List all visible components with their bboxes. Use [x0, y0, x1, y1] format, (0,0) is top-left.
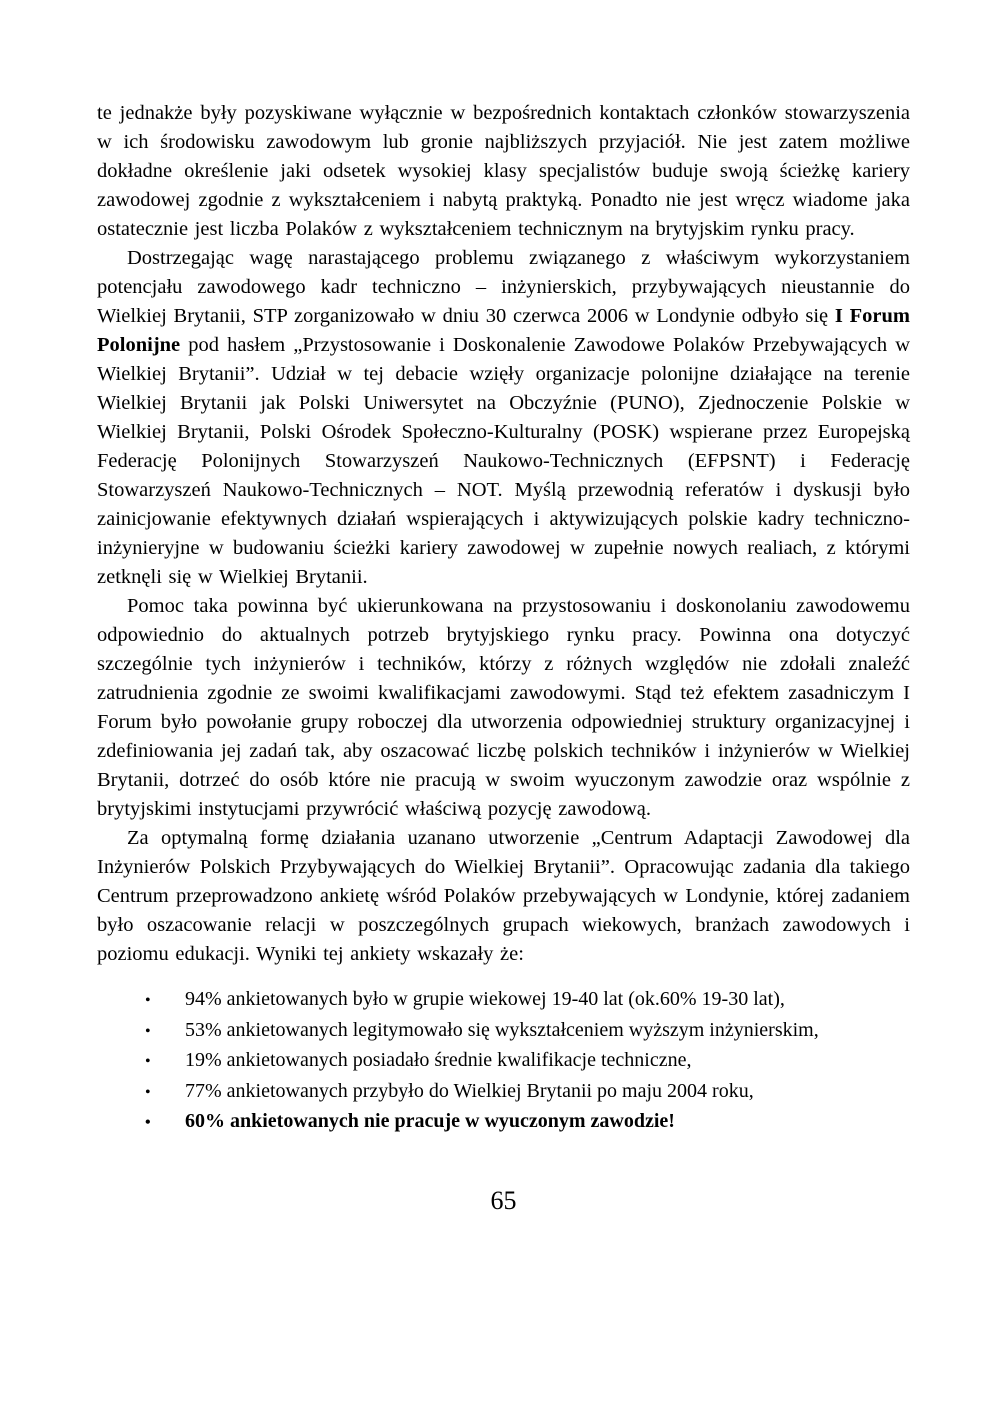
paragraph-4: Za optymalną formę działania uzanano utworzenie „Centrum Adaptacji Zawodowej dla Inżynierów Polskich Przybywających do Wielkiej Brytanii”. Opracowując zadania dla takiego Centrum przeprowadzono ankietę wśród Polaków przebywających w Londynie, której zadaniem było oszacowanie relacji w poszczególnych grupach wiekowych, branżach zawodowych i poziomu edukacji. Wyniki tej ankiety wskazały że:: [97, 827, 910, 965]
bullet-icon: •: [145, 1022, 151, 1040]
paragraph-3: Pomoc taka powinna być ukierunkowana na przystosowaniu i doskonolaniu zawodowemu odpowiednio do aktualnych potrzeb brytyjskiego rynku pracy. Powinna ona dotyczyć szczególnie tych inżynierów i techników, którzy z różnych względów nie zdołali znaleźć zatrudnienia zgodnie ze swoimi kwalifikacjami zawodowymi. Stąd też efektem zasadniczym I Forum było powołanie grupy roboczej dla utworzenia odpowiedniej struktury organizacyjnej i zdefiniowania jej zadań tak, aby oszacować liczbę polskich techników i inżynierów w Wielkiej Brytanii, dotrzeć do osób które nie pracują w swoim wyuczonym zawodzie oraz wspólnie z brytyjskimi instytucjami przywrócić właściwą pozycję zawodową.: [97, 595, 910, 820]
list-item-text: 77% ankietowanych przybyło do Wielkiej Brytanii po maju 2004 roku,: [185, 1079, 754, 1102]
survey-results-list: [97, 985, 910, 1138]
list-item: [97, 1077, 910, 1108]
paragraph-2-text-after: pod hasłem „Przystosowanie i Doskonalenie Zawodowe Polaków Przebywających w Wielkiej Brytanii”. Udział w tej debacie wzięły organizacje polonijne działające na terenie Wielkiej Brytanii jak Polski Uniwersytet na Obczyźnie (PUNO), Zjednoczenie Polskie w Wielkiej Brytanii, Polski Ośrodek Społeczno-Kulturalny (POSK) wspierane przez Europejską Federację Polonijnych Stowarzyszeń Naukowo-Technicznych (EFPSNT) i Federację Stowarzyszeń Naukowo-Technicznych – NOT. Myślą przewodnią referatów i dyskusji było zainicjowanie efektywnych działań wspierających i aktywizujących polskie kadry techniczno-inżynieryjne w budowaniu ścieżki kariery zawodowej w zupełnie nowych realiach, z którymi zetknęli się w Wielkiej Brytanii.: [97, 334, 910, 588]
paragraph-2: [97, 244, 910, 592]
bullet-icon: •: [145, 992, 151, 1009]
list-item-text: 53% ankietowanych legitymowało się wykształceniem wyższym inżynierskim,: [185, 1018, 819, 1041]
list-item: [97, 1046, 910, 1077]
list-item: [97, 1016, 910, 1047]
list-item-text: 94% ankietowanych było w grupie wiekowej 19-40 lat (ok.60% 19-30 lat),: [185, 988, 785, 1010]
bullet-icon: •: [145, 1083, 151, 1101]
page-number: 65: [490, 1185, 517, 1215]
list-item-text: 19% ankietowanych posiadało średnie kwalifikacje techniczne,: [185, 1049, 692, 1071]
paragraph-1: te jednakże były pozyskiwane wyłącznie w bezpośrednich kontaktach członków stowarzyszenia w ich środowisku zawodowym lub gronie najbliższych przyjaciół. Nie jest zatem możliwe dokładne określenie jaki odsetek wysokiej klasy specjalistów buduje swoją ścieżkę kariery zawodowej zgodnie z wykształceniem i nabytą praktyką. Ponadto nie jest wręcz wiadome jaka ostatecznie jest liczba Polaków z wykształceniem technicznym na brytyjskim rynku pracy.: [97, 102, 910, 240]
list-item: [97, 985, 910, 1016]
list-item-emphasized: [97, 1107, 910, 1138]
paragraph-2-text-before: Dostrzegając wagę narastającego problemu związanego z właściwym wykorzystaniem potencjału zawodowego kadr techniczno – inżynierskich, przybywających nieustannie do Wielkiej Brytanii, STP zorganizowało w dniu 30 czerwca 2006 w Londynie odbyło się: [97, 247, 910, 327]
bullet-icon: •: [145, 1114, 151, 1131]
list-item-text: 60% ankietowanych nie pracuje w wyuczonym zawodzie!: [185, 1110, 675, 1132]
bullet-icon: •: [145, 1053, 151, 1070]
forum-polonijne-bold-text: I Forum Polonijne: [97, 305, 910, 356]
